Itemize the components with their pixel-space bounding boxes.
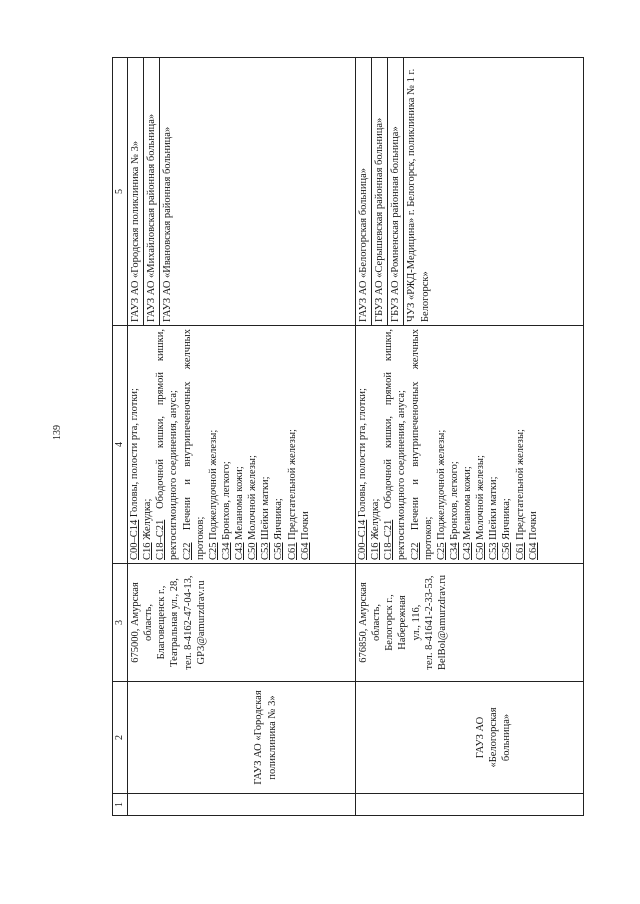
diagnosis-text: Шейки матки; <box>488 476 500 543</box>
hospitals-cell <box>356 58 584 326</box>
diagnosis-text: Поджелудочной железы; <box>435 429 447 543</box>
row-number-cell <box>128 794 356 816</box>
column-header-2: 2 <box>113 682 128 794</box>
diagnosis-item <box>448 326 461 563</box>
column-header-5: 5 <box>113 58 128 326</box>
icd-code: C16 <box>142 542 154 560</box>
diagnosis-text: Предстательной железы; <box>514 429 526 543</box>
diagnosis-item <box>474 326 487 563</box>
address-cell <box>128 564 356 682</box>
diagnosis-text: Почки <box>299 511 311 543</box>
icd-code: C34 <box>448 542 460 560</box>
page-number: 139 <box>52 425 63 440</box>
icd-code: C56 <box>273 542 285 560</box>
diagnosis-text: Предстательной железы; <box>286 429 298 543</box>
icd-code: C50 <box>475 542 487 560</box>
organization-name: ГАУЗ АО «Городская поликлиника № 3» <box>253 690 278 785</box>
organization-cell <box>128 682 356 794</box>
icd-code: C25 <box>435 542 447 560</box>
diagnosis-text: Желудка; <box>142 498 154 543</box>
icd-code: C18–C21 <box>383 519 395 560</box>
address-line: 676850, Амурская область, <box>358 582 383 663</box>
table-body <box>128 58 584 816</box>
hospital-item: ГБУЗ АО «Ромненская районная больница» <box>388 58 404 325</box>
hospital-item: ГАУЗ АО «Городская поликлиника № 3» <box>128 58 144 325</box>
column-header-1: 1 <box>113 794 128 816</box>
icd-code: C22 <box>181 542 193 560</box>
hospital-item: ГАУЗ АО «Михайловская районная больница» <box>144 58 160 325</box>
diagnosis-text: Печени и внутрипеченочных желчных протоков; <box>181 329 206 560</box>
address-cell <box>356 564 584 682</box>
diagnosis-text: Молочной железы; <box>475 455 487 543</box>
icd-code: C61 <box>514 542 526 560</box>
table-row <box>128 58 356 816</box>
diagnosis-item <box>128 326 141 563</box>
diagnosis-item <box>514 326 527 563</box>
diagnosis-item <box>286 326 299 563</box>
icd-code: C25 <box>207 542 219 560</box>
diagnosis-text: Поджелудочной железы; <box>207 429 219 543</box>
diagnosis-text: Меланома кожи; <box>234 466 245 543</box>
icd-code: C50 <box>247 542 259 560</box>
icd-code: C61 <box>286 542 298 560</box>
diagnosis-item <box>207 326 220 563</box>
diagnosis-text: Яичника; <box>501 498 513 543</box>
diagnosis-text: Молочной железы; <box>247 455 259 543</box>
address-line: BelBol@amurzdrav.ru <box>436 575 448 671</box>
diagnosis-text: Бронхов, легкого; <box>220 461 232 543</box>
diagnosis-item <box>220 326 233 563</box>
icd-code: C16 <box>370 542 382 560</box>
diagnoses-cell <box>128 326 356 564</box>
diagnosis-item <box>272 326 285 563</box>
diagnosis-text: Шейки матки; <box>260 476 272 543</box>
diagnosis-item <box>409 326 435 563</box>
address-line: Театральная ул., 28, <box>169 578 181 667</box>
icd-code: C00–C14 <box>129 519 140 560</box>
diagnosis-item <box>356 326 369 563</box>
diagnosis-item <box>141 326 154 563</box>
address-line: Белогорск г., Набережная <box>384 594 409 651</box>
organization-name: ГАУЗ АО «Белогорская больница» <box>474 707 513 768</box>
row-number-cell <box>356 794 584 816</box>
diagnosis-text: Бронхов, легкого; <box>448 461 460 543</box>
diagnosis-item <box>369 326 382 563</box>
hospital-item: ГАУЗ АО «Ивановская районная больница» <box>162 126 174 322</box>
hospital-item: ГАУЗ АО «Белогорская больница» <box>356 58 372 325</box>
diagnosis-item <box>382 326 408 563</box>
diagnosis-text: Меланома кожи; <box>462 466 473 543</box>
oncology-routing-table <box>112 57 584 816</box>
diagnosis-item <box>487 326 500 563</box>
diagnoses-cell <box>356 326 584 564</box>
address-line: 675000, Амурская область, <box>130 582 155 663</box>
diagnosis-text: Головы, полости рта, глотки; <box>129 388 140 520</box>
header-row <box>113 58 128 816</box>
diagnosis-item <box>527 326 540 563</box>
diagnosis-text: Ободочной кишки, прямой кишки, ректосигмоидного соединения, ануса; <box>383 329 408 560</box>
diagnosis-text: Ободочной кишки, прямой кишки, ректосигмоидного соединения, ануса; <box>155 329 180 560</box>
diagnosis-item <box>246 326 259 563</box>
diagnosis-item <box>181 326 207 563</box>
icd-code: C64 <box>527 542 539 560</box>
address-line: Благовещенск г., <box>156 585 168 660</box>
icd-code: C00–C14 <box>357 519 368 560</box>
address-line: ул., 116, <box>410 604 422 641</box>
hospital-item: ГБУЗ АО «Серышевская районная больница» <box>372 58 388 325</box>
icd-code: C43 <box>462 542 473 560</box>
diagnosis-text: Желудка; <box>370 498 382 543</box>
column-header-3: 3 <box>113 564 128 682</box>
diagnosis-text: Печени и внутрипеченочных желчных протоков; <box>409 329 434 560</box>
table-row <box>356 58 584 816</box>
hospital-item: ЧУЗ «РЖД-Медицина» г. Белогорск, поликлиника № 1 г. Белогорск» <box>406 68 431 322</box>
diagnosis-item <box>461 326 474 563</box>
icd-code: C64 <box>299 542 311 560</box>
icd-code: C18–C21 <box>155 519 167 560</box>
organization-cell <box>356 682 584 794</box>
diagnosis-item <box>154 326 180 563</box>
diagnosis-item <box>435 326 448 563</box>
address-line: тел. 8-4162-47-04-13, <box>182 575 194 670</box>
address-line: тел. 8-41641-2-33-53, <box>423 575 435 670</box>
diagnosis-item <box>500 326 513 563</box>
hospitals-cell <box>128 58 356 326</box>
icd-code: C53 <box>260 542 272 560</box>
icd-code: C22 <box>409 542 421 560</box>
icd-code: C43 <box>234 542 245 560</box>
diagnosis-text: Яичника; <box>273 498 285 543</box>
icd-code: C34 <box>220 542 232 560</box>
address-line: GP3@amurzdrav.ru <box>195 580 207 665</box>
diagnosis-item <box>233 326 246 563</box>
column-header-4: 4 <box>113 326 128 564</box>
diagnosis-item <box>299 326 312 563</box>
diagnosis-item <box>259 326 272 563</box>
icd-code: C53 <box>488 542 500 560</box>
diagnosis-text: Головы, полости рта, глотки; <box>357 388 368 520</box>
icd-code: C56 <box>501 542 513 560</box>
diagnosis-text: Почки <box>527 511 539 543</box>
